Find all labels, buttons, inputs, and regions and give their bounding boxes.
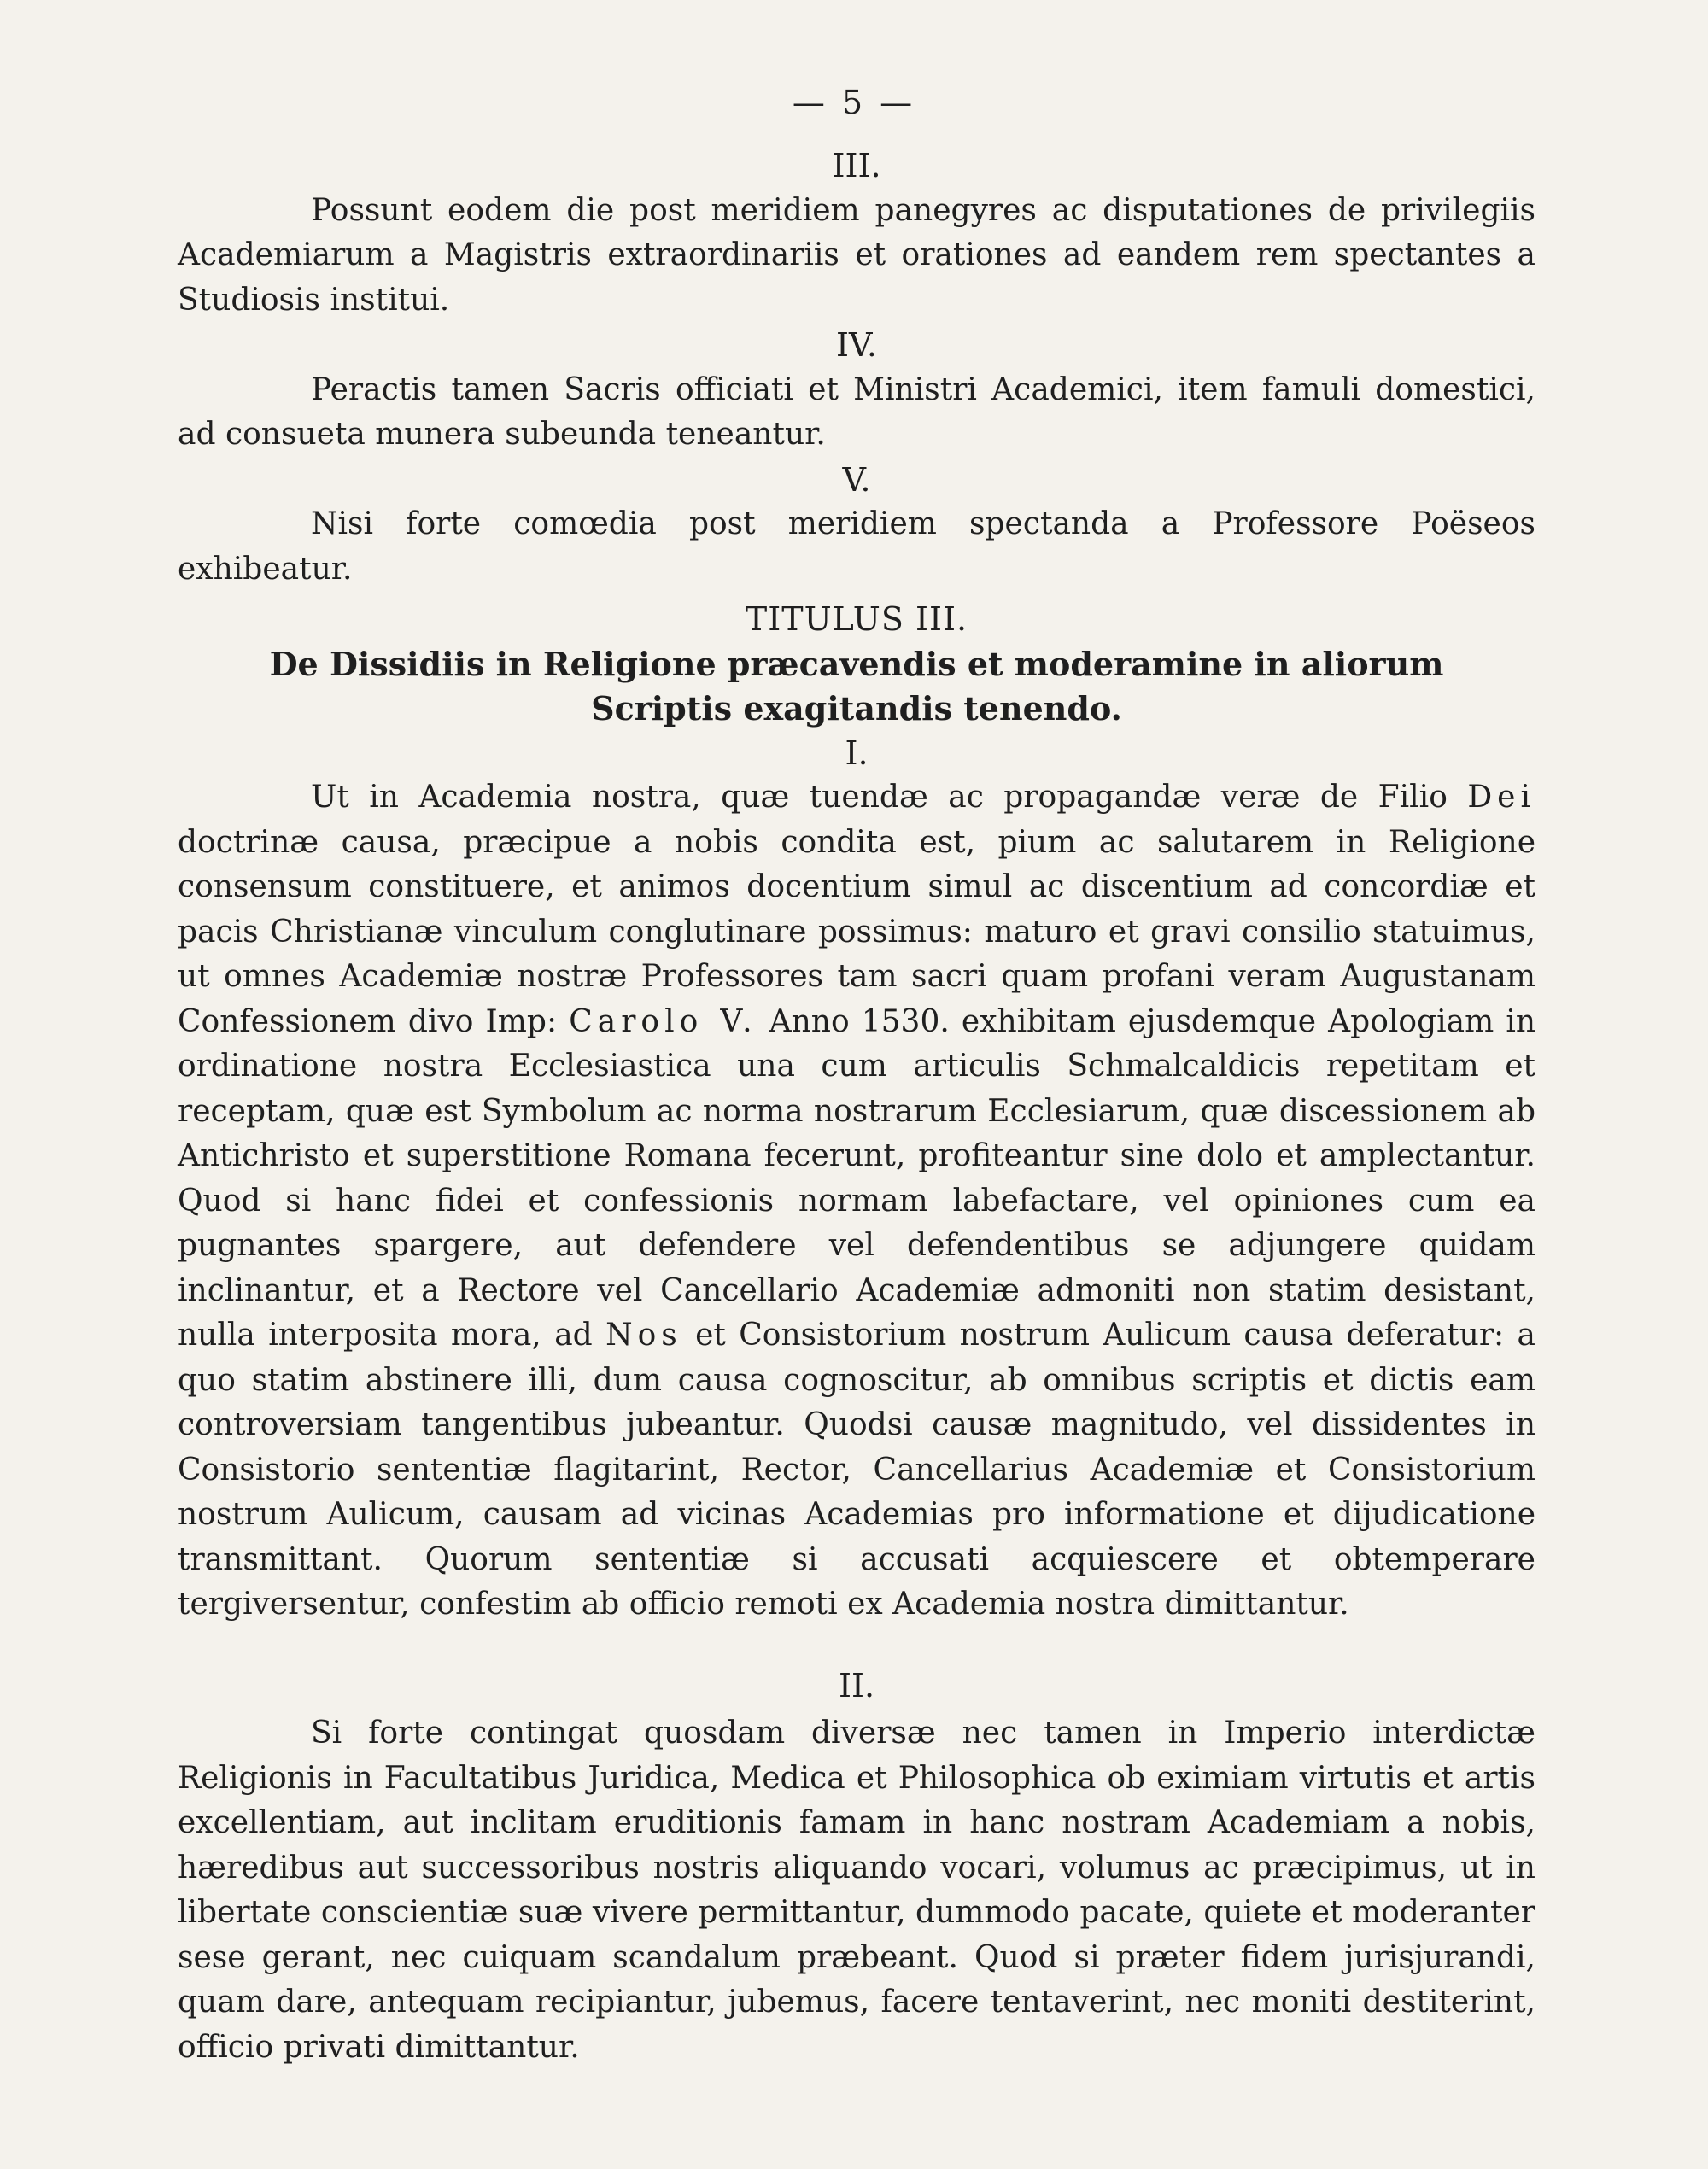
spaced-word-carolo: Carolo V. (569, 1003, 757, 1039)
titulus-title-line2: Scriptis exagitandis tenendo. (591, 688, 1122, 728)
section-heading-v: V. (842, 460, 871, 499)
page-number: — 5 — (792, 84, 916, 121)
section-text-iv: Peractis tamen Sacris officiati et Ministri Academici, item famuli domestici, ad consueta munera subeunda teneantur. (178, 371, 1535, 452)
text-part-a: Ut in Academia nostra, quæ tuendæ ac propagandæ veræ de Filio (311, 780, 1468, 815)
spaced-word-dei: Dei (1467, 780, 1535, 815)
titulus-title-line1: De Dissidiis in Religione præcavendis et moderamine in aliorum (269, 644, 1444, 683)
text-part-c: Anno 1530. exhibitam ejusdemque Apologiam in ordinatione nostra Ecclesiastica una cum articulis Schmalcaldicis repetitam et receptam, quæ est Symbolum ac norma nostrarum Ecclesiarum, quæ discessionem ab Antichristo et superstitione Romana fecerunt, profiteantur sine dolo et amplectantur. Quod si hanc fidei et confessionis normam labefactare, vel opiniones cum ea pugnantes spargere, aut defendere vel defendentibus se adjungere quidam inclinantur, et a Rectore vel Cancellario Academiæ admoniti non statim desistant, nulla interposita mora, ad (178, 1003, 1536, 1353)
section-heading-iii: III. (832, 147, 881, 184)
text-part-d: et Consistorium nostrum Aulicum causa deferatur: a quo statim abstinere illi, dum causa cognoscitur, ab omnibus scriptis et dictis eam controversiam tangentibus jubeantur. Quodsi causæ magnitudo, vel dissidentes in Consistorio sententiæ flagitarint, Rector, Cancellarius Academiæ et Consistorium nostrum Aulicum, causam ad vicinas Academias pro informatione et dijudicatione transmittant. Quorum sententiæ si accusati acquiescere et obtemperare tergiversentur, confestim ab officio remoti ex Academia nostra dimittantur. (178, 1318, 1535, 1622)
section-heading-iv: IV. (836, 326, 877, 364)
section-text-v: Nisi forte comœdia post meridiem spectanda a Professore Poëseos exhibeatur. (178, 506, 1535, 587)
section-text-iii: Possunt eodem die post meridiem panegyres ac disputationes de privilegiis Academiarum a Magistris extraordinariis et orationes ad eandem rem spectantes a Studiosis institui. (178, 192, 1535, 318)
section-gap (178, 1628, 1535, 1663)
titulus-section-heading-ii: II. (838, 1666, 875, 1704)
text-part-b: doctrinæ causa, præcipue a nobis condita est, pium ac salutarem in Religione consensum constituere, et animos docentium simul ac discentium ad concordiæ et pacis Christianæ vinculum conglutinare possimus: maturo et gravi consilio statuimus, ut omnes Academiæ nostræ Professores tam sacri quam profani veram Augustanam Confessionem divo Imp: (178, 824, 1535, 1039)
spaced-word-nos: Nos (605, 1318, 682, 1353)
titulus-section-text-i (178, 775, 1535, 1628)
titulus-section-heading-i: I. (845, 734, 869, 772)
titulus-section-text-ii: Si forte contingat quosdam diversæ nec tamen in Imperio interdictæ Religionis in Facultatibus Juridica, Medica et Philosophica ob eximiam virtutis et artis excellentiam, aut inclitam eruditionis famam in hanc nostram Academiam a nobis, hæredibus aut successoribus nostris aliquando vocari, volumus ac præcipimus, ut in libertate conscientiæ suæ vivere permittantur, dummodo pacate, quiete et moderanter sese gerant, nec cuiquam scandalum præbeant. Quod si præter fidem jurisjurandi, quam dare, antequam recipiantur, jubemus, facere tentaverint, nec moniti destiterint, officio privati dimittantur. (178, 1716, 1535, 2065)
page-content (178, 143, 1535, 2070)
titulus-label: TITULUS III. (745, 600, 968, 638)
